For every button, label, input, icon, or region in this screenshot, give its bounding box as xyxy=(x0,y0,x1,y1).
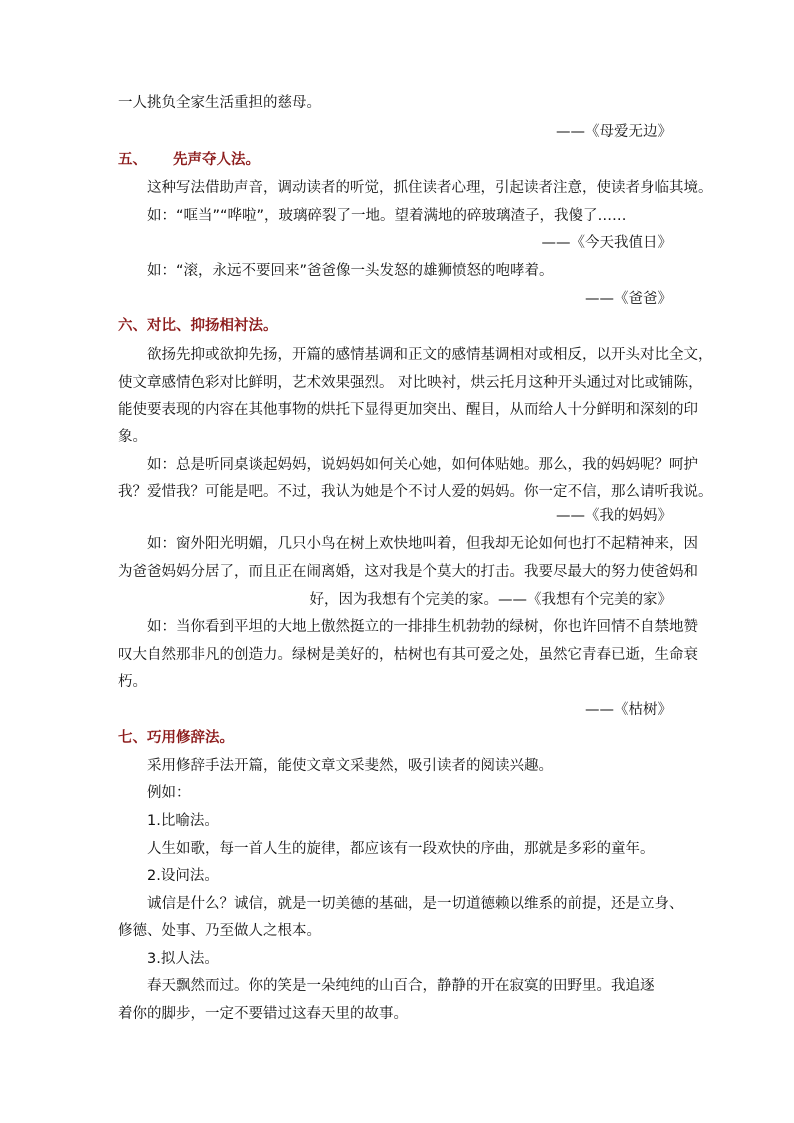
paragraph-line: 着你的脚步，一定不要错过这春天里的故事。 xyxy=(118,1006,408,1022)
paragraph-line: 例如： xyxy=(147,785,191,801)
source-citation: ——《我的妈妈》 xyxy=(556,508,672,524)
paragraph-line: 这种写法借助声音，调动读者的听觉，抓住读者心理，引起读者注意，使读者身临其境。 xyxy=(147,180,713,196)
paragraph-line: 我？爱惜我？可能是吧。不过，我认为她是个不讨人爱的妈妈。你一定不信，那么请听我说。 xyxy=(118,484,713,500)
paragraph-line: 采用修辞手法开篇，能使文章文采斐然，吸引读者的阅读兴趣。 xyxy=(147,758,553,774)
list-item-label: 2.设问法。 xyxy=(147,868,219,884)
source-citation: ——《爸爸》 xyxy=(585,291,672,307)
section-number: 五、 xyxy=(118,152,147,168)
paragraph-line: 修德、处事、乃至做人之根本。 xyxy=(118,923,321,939)
paragraph-line: 人生如歌，每一首人生的旋律，都应该有一段欢快的序曲，那就是多彩的童年。 xyxy=(147,841,655,857)
paragraph-line: 象。 xyxy=(118,429,147,445)
paragraph-line: 诚信是什么？诚信，就是一切美德的基础，是一切道德赖以维系的前提，还是立身、 xyxy=(147,896,684,912)
paragraph-line: 叹大自然那非凡的创造力。绿树是美好的，枯树也有其可爱之处，虽然它青春已逝，生命衰 xyxy=(118,647,698,663)
paragraph-line: 朽。 xyxy=(118,674,147,690)
list-item-label: 3.拟人法。 xyxy=(147,951,219,967)
source-citation: ——《母爱无边》 xyxy=(556,124,672,140)
paragraph-line: 使文章感情色彩对比鲜明，艺术效果强烈。 对比映衬，烘云托月这种开头通过对比或铺陈， xyxy=(118,375,703,391)
section-title: 先声夺人法。 xyxy=(173,152,260,168)
section-heading-7: 七、巧用修辞法。 xyxy=(118,730,234,746)
source-citation: ——《枯树》 xyxy=(585,702,672,718)
paragraph-line: 如：“哐当”“哗啦”，玻璃碎裂了一地。望着满地的碎玻璃渣子，我傻了…… xyxy=(147,208,627,224)
paragraph-line: 能使要表现的内容在其他事物的烘托下显得更加突出、醒目，从而给人十分鲜明和深刻的印 xyxy=(118,402,698,418)
paragraph-line: 春天飘然而过。你的笑是一朵纯纯的山百合，静静的开在寂寞的田野里。我追逐 xyxy=(147,978,655,994)
list-item-label: 1.比喻法。 xyxy=(147,813,219,829)
paragraph-line: 如：窗外阳光明媚，几只小鸟在树上欢快地叫着，但我却无论如何也打不起精神来，因 xyxy=(147,536,698,552)
paragraph-line: 欲扬先抑或欲抑先扬，开篇的感情基调和正文的感情基调相对或相反，以开头对比全文， xyxy=(147,347,713,363)
paragraph-line: 一人挑负全家生活重担的慈母。 xyxy=(118,95,321,111)
section-heading-6: 六、对比、抑扬相衬法。 xyxy=(118,318,278,334)
source-citation: ——《今天我值日》 xyxy=(541,235,672,251)
section-heading-5 xyxy=(118,150,260,170)
paragraph-line: 如：总是听同桌谈起妈妈，说妈妈如何关心她，如何体贴她。那么，我的妈妈呢？呵护 xyxy=(147,457,698,473)
paragraph-line: 如：“滚，永远不要回来”爸爸像一头发怒的雄狮愤怒的咆哮着。 xyxy=(147,263,554,279)
paragraph-line: 为爸爸妈妈分居了，而且正在闹离婚，这对我是个莫大的打击。我要尽最大的努力使爸妈和 xyxy=(118,564,698,580)
paragraph-line: 如：当你看到平坦的大地上傲然挺立的一排排生机勃勃的绿树，你也许回情不自禁地赞 xyxy=(147,619,698,635)
paragraph-line: 好，因为我想有个完美的家。——《我想有个完美的家》 xyxy=(309,592,672,608)
